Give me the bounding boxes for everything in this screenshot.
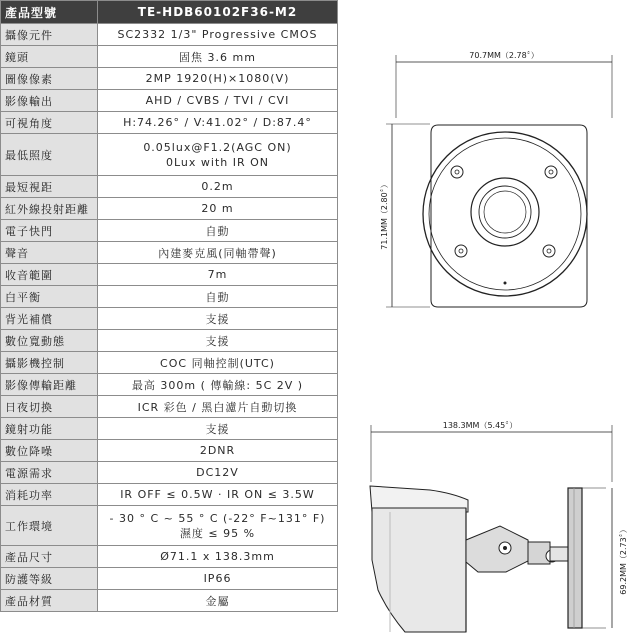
spec-value: 2MP 1920(H)×1080(V) xyxy=(98,68,338,90)
front-view xyxy=(386,55,612,307)
spec-row-noise-reduction xyxy=(1,440,338,462)
front-height-label: 71.1MM（2.80〞） xyxy=(380,180,389,250)
spec-label: 鏡頭 xyxy=(1,46,98,68)
spec-row-day-night xyxy=(1,396,338,418)
spec-value: AHD / CVBS / TVI / CVI xyxy=(98,90,338,112)
spec-value: 固焦 3.6 mm xyxy=(98,46,338,68)
spec-row-lens xyxy=(1,46,338,68)
spec-label: 影像傳輸距離 xyxy=(1,374,98,396)
spec-row-backlight xyxy=(1,308,338,330)
screw-icon xyxy=(547,249,551,253)
spec-label: 鏡射功能 xyxy=(1,418,98,440)
spec-value: IR OFF ≤ 0.5W · IR ON ≤ 3.5W xyxy=(98,484,338,506)
screw-icon xyxy=(459,249,463,253)
spec-label: 攝像元件 xyxy=(1,24,98,46)
spec-row-wdr xyxy=(1,330,338,352)
spec-label: 數位降噪 xyxy=(1,440,98,462)
spec-label: 工作環境 xyxy=(1,506,98,546)
spec-row-transmission xyxy=(1,374,338,396)
spec-value-line: 0.05lux@F1.2(AGC ON) xyxy=(143,140,292,154)
spec-label: 攝影機控制 xyxy=(1,352,98,374)
spec-value-line: 0Lux with IR ON xyxy=(165,155,270,169)
spec-value-line: - 30 ° C ~ 55 ° C (-22° F~131° F) xyxy=(109,511,326,525)
spec-value: 20 m xyxy=(98,198,338,220)
spec-value xyxy=(98,134,338,176)
header-value: TE-HDB60102F36-M2 xyxy=(98,1,338,24)
camera-dimension-drawing xyxy=(340,0,640,640)
camera-body xyxy=(372,508,466,632)
spec-value: 支援 xyxy=(98,418,338,440)
spec-row-material xyxy=(1,590,338,612)
spec-row-camera-control xyxy=(1,352,338,374)
spec-label: 最短視距 xyxy=(1,176,98,198)
front-width-label: 70.7MM（2.78〞） xyxy=(469,51,539,60)
spec-row-min-illumination xyxy=(1,134,338,176)
spec-value: 內建麥克風(同軸帶聲) xyxy=(98,242,338,264)
spec-value-line: 濕度 ≤ 95 % xyxy=(179,526,256,540)
spec-row-mirror xyxy=(1,418,338,440)
spec-row-resolution xyxy=(1,68,338,90)
spec-label: 產品尺寸 xyxy=(1,546,98,568)
spec-label: 聲音 xyxy=(1,242,98,264)
header-label: 產品型號 xyxy=(1,1,98,24)
screw-icon xyxy=(545,166,557,178)
spec-label: 產品材質 xyxy=(1,590,98,612)
spec-value: 支援 xyxy=(98,308,338,330)
spec-value: SC2332 1/3" Progressive CMOS xyxy=(98,24,338,46)
spec-value: 2DNR xyxy=(98,440,338,462)
header-row xyxy=(1,1,338,24)
spec-label: 日夜切換 xyxy=(1,396,98,418)
spec-label: 圖像像素 xyxy=(1,68,98,90)
spec-label: 收音範圍 xyxy=(1,264,98,286)
mount-bracket xyxy=(466,526,530,572)
spec-row-video-output xyxy=(1,90,338,112)
spec-row-environment xyxy=(1,506,338,546)
spec-value: 自動 xyxy=(98,220,338,242)
spec-row-sensor xyxy=(1,24,338,46)
screw-icon xyxy=(503,546,507,550)
spec-value: 支援 xyxy=(98,330,338,352)
spec-value: H:74.26° / V:41.02° / D:87.4° xyxy=(98,112,338,134)
spec-row-audio xyxy=(1,242,338,264)
screw-icon xyxy=(543,245,555,257)
light-sensor-icon xyxy=(504,282,507,285)
screw-icon xyxy=(549,170,553,174)
spec-value: ICR 彩色 / 黑白濾片自動切換 xyxy=(98,396,338,418)
side-view xyxy=(370,425,612,632)
spec-value: 最高 300m ( 傳輸線: 5C 2V ) xyxy=(98,374,338,396)
spec-row-ir-distance xyxy=(1,198,338,220)
spec-label: 可視角度 xyxy=(1,112,98,134)
spec-label: 背光補償 xyxy=(1,308,98,330)
screw-icon xyxy=(451,166,463,178)
spec-label: 影像輸出 xyxy=(1,90,98,112)
spec-row-white-balance xyxy=(1,286,338,308)
screw-icon xyxy=(455,245,467,257)
spec-label: 電源需求 xyxy=(1,462,98,484)
spec-label: 紅外線投射距離 xyxy=(1,198,98,220)
spec-row-shutter xyxy=(1,220,338,242)
bracket-arm xyxy=(550,547,568,561)
front-housing-outer xyxy=(423,132,587,296)
spec-row-power xyxy=(1,462,338,484)
spec-label: 電子快門 xyxy=(1,220,98,242)
spec-value: 金屬 xyxy=(98,590,338,612)
spec-value: Ø71.1 x 138.3mm xyxy=(98,546,338,568)
spec-value: IP66 xyxy=(98,568,338,590)
spec-label: 最低照度 xyxy=(1,134,98,176)
spec-row-min-distance xyxy=(1,176,338,198)
spec-row-view-angle xyxy=(1,112,338,134)
spec-label: 白平衡 xyxy=(1,286,98,308)
spec-label: 數位寬動態 xyxy=(1,330,98,352)
spec-value: 7m xyxy=(98,264,338,286)
side-length-label: 138.3MM（5.45〞） xyxy=(442,421,518,430)
side-height-label: 69.2MM（2.73〞） xyxy=(619,525,628,595)
spec-value: 自動 xyxy=(98,286,338,308)
spec-row-consumption xyxy=(1,484,338,506)
spec-row-size xyxy=(1,546,338,568)
wall-plate xyxy=(568,488,582,628)
spec-value xyxy=(98,506,338,546)
lens-ring xyxy=(479,186,531,238)
screw-icon xyxy=(455,170,459,174)
spec-label: 防護等級 xyxy=(1,568,98,590)
lens-glass xyxy=(484,191,526,233)
spec-label: 消耗功率 xyxy=(1,484,98,506)
front-housing-inner xyxy=(429,138,581,290)
spec-value: DC12V xyxy=(98,462,338,484)
mount-plate-outline xyxy=(431,125,587,307)
spec-value: 0.2m xyxy=(98,176,338,198)
lens-bezel xyxy=(471,178,539,246)
spec-value: COC 同軸控制(UTC) xyxy=(98,352,338,374)
spec-row-protection xyxy=(1,568,338,590)
spec-row-audio-range xyxy=(1,264,338,286)
